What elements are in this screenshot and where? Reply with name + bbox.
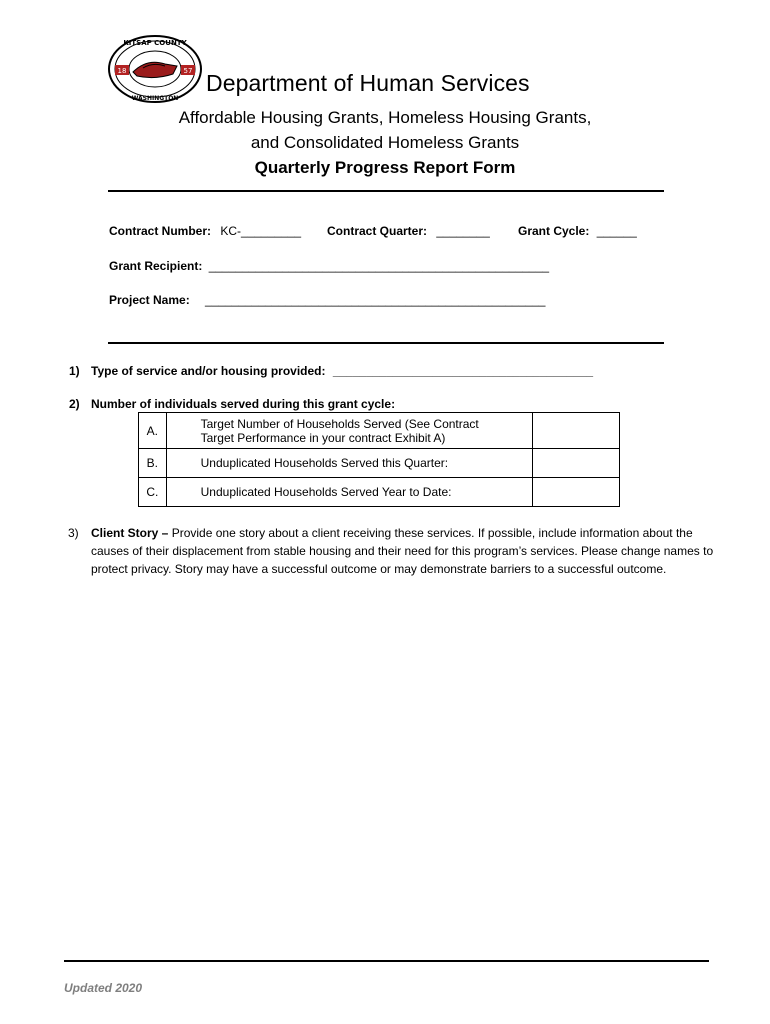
table-row [139,478,620,507]
contract-quarter-value[interactable]: ________ [436,224,490,238]
question-1 [69,364,593,378]
project-name-value[interactable]: ___________________________________________________ [205,293,546,307]
table-row [139,413,620,449]
grant-cycle-value[interactable]: ______ [596,224,637,238]
grant-recipient-label: Grant Recipient: [109,259,203,273]
question-3-instructions: Provide one story about a client receiving these services. If possible, include information about the causes of their displacement from stable housing and their need for this program’s services. Please change names to protect privacy. Story may have a successful outcome or may demonstrate barriers to a successful outcome. [91,526,714,576]
question-1-text: Type of service and/or housing provided: [91,364,326,378]
seal-year-right: 57 [183,67,193,75]
grant-recipient-field[interactable] [109,259,549,273]
footer-divider [64,960,709,962]
footer-updated: Updated 2020 [64,981,143,995]
project-name-label: Project Name: [109,293,190,307]
seal-year-left: 18 [117,67,127,75]
question-2-text: Number of individuals served during this grant cycle: [91,397,396,411]
contract-quarter-field[interactable] [327,224,490,238]
form-title: Quarterly Progress Report Form [254,158,516,177]
grant-cycle-label: Grant Cycle: [518,224,590,238]
row-value-cell[interactable] [533,449,620,478]
question-3-text [91,524,718,578]
question-2 [69,397,395,411]
contract-number-value[interactable]: KC-_________ [220,224,302,238]
question-2-number: 2) [69,397,80,411]
question-3-number: 3) [68,526,79,540]
table-row [139,449,620,478]
county-seal-logo [107,34,203,104]
row-description: Unduplicated Households Served this Quarter: [166,449,532,478]
row-letter: A. [139,413,167,449]
row-description: Unduplicated Households Served Year to Date: [166,478,532,507]
fields-divider [108,342,664,344]
grant-recipient-value[interactable]: ___________________________________________________ [208,259,550,273]
question-3 [68,524,718,578]
row-value-cell[interactable] [533,413,620,449]
department-title: Department of Human Services [206,70,530,96]
contract-number-label: Contract Number: [109,224,212,238]
contract-number-field[interactable] [109,224,301,238]
seal-top-text: KITSAP COUNTY [123,39,187,47]
row-description-line: Target Number of Households Served (See Contract [200,416,479,431]
contract-quarter-label: Contract Quarter: [327,224,428,238]
grant-cycle-field[interactable] [518,224,637,238]
row-description [166,413,532,449]
row-description-line: Target Performance in your contract Exhibit A) [200,430,446,445]
question-1-number: 1) [69,364,80,378]
row-letter: B. [139,449,167,478]
subtitle-line-2: and Consolidated Homeless Grants [250,133,520,152]
header-divider [108,190,664,192]
question-3-heading: Client Story – [91,526,169,540]
seal-bottom-text: WASHINGTON [131,95,179,102]
question-1-blank[interactable]: _______________________________________ [332,364,594,378]
subtitle-line-1: Affordable Housing Grants, Homeless Housing Grants, [178,108,592,127]
households-served-table [138,412,620,507]
project-name-field[interactable] [109,293,545,307]
row-value-cell[interactable] [533,478,620,507]
row-letter: C. [139,478,167,507]
